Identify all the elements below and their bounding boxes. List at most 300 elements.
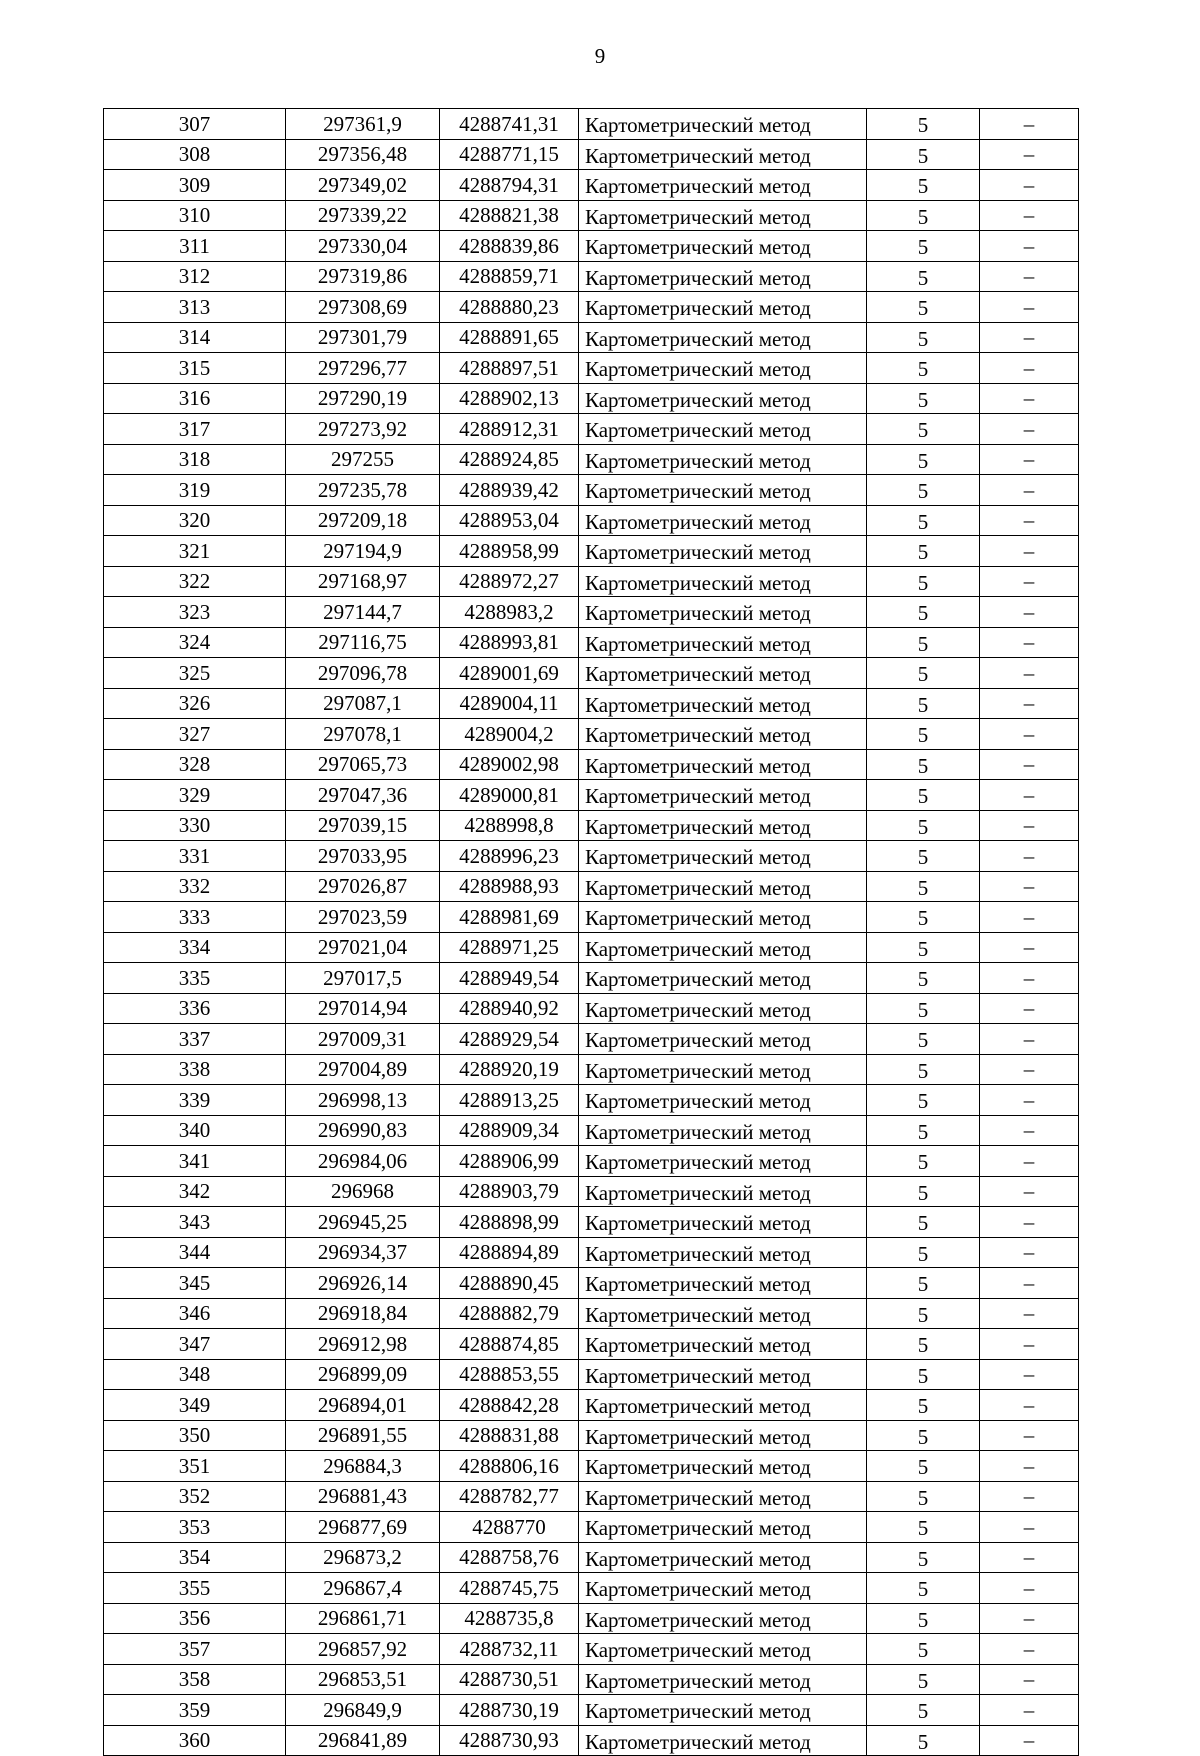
x-coordinate-cell: 297144,7 — [286, 597, 440, 628]
y-coordinate-cell: 4288981,69 — [440, 902, 579, 933]
table-row — [104, 353, 1079, 384]
method-cell: Картометрический метод — [579, 719, 867, 750]
table-row — [104, 1603, 1079, 1634]
method-cell: Картометрический метод — [579, 1420, 867, 1451]
table-row — [104, 1451, 1079, 1482]
y-coordinate-cell: 4288839,86 — [440, 231, 579, 262]
point-number-cell: 308 — [104, 139, 286, 170]
x-coordinate-cell: 296873,2 — [286, 1542, 440, 1573]
point-number-cell: 332 — [104, 871, 286, 902]
table-row — [104, 1298, 1079, 1329]
point-number-cell: 358 — [104, 1664, 286, 1695]
x-coordinate-cell: 296945,25 — [286, 1207, 440, 1238]
accuracy-cell: 5 — [867, 841, 980, 872]
dash-cell: – — [980, 414, 1079, 445]
point-number-cell: 329 — [104, 780, 286, 811]
x-coordinate-cell: 296984,06 — [286, 1146, 440, 1177]
y-coordinate-cell: 4288890,45 — [440, 1268, 579, 1299]
point-number-cell: 325 — [104, 658, 286, 689]
y-coordinate-cell: 4288735,8 — [440, 1603, 579, 1634]
table-row — [104, 414, 1079, 445]
y-coordinate-cell: 4288853,55 — [440, 1359, 579, 1390]
x-coordinate-cell: 296841,89 — [286, 1725, 440, 1756]
table-row — [104, 1237, 1079, 1268]
y-coordinate-cell: 4288898,99 — [440, 1207, 579, 1238]
accuracy-cell: 5 — [867, 566, 980, 597]
dash-cell: – — [980, 658, 1079, 689]
point-number-cell: 354 — [104, 1542, 286, 1573]
accuracy-cell: 5 — [867, 719, 980, 750]
table-row — [104, 139, 1079, 170]
method-cell: Картометрический метод — [579, 475, 867, 506]
dash-cell: – — [980, 1695, 1079, 1726]
accuracy-cell: 5 — [867, 749, 980, 780]
x-coordinate-cell: 297026,87 — [286, 871, 440, 902]
method-cell: Картометрический метод — [579, 841, 867, 872]
dash-cell: – — [980, 1085, 1079, 1116]
accuracy-cell: 5 — [867, 1695, 980, 1726]
dash-cell: – — [980, 627, 1079, 658]
table-row — [104, 1146, 1079, 1177]
dash-cell: – — [980, 261, 1079, 292]
table-row — [104, 200, 1079, 231]
dash-cell: – — [980, 993, 1079, 1024]
y-coordinate-cell: 4288831,88 — [440, 1420, 579, 1451]
dash-cell: – — [980, 1664, 1079, 1695]
y-coordinate-cell: 4288730,51 — [440, 1664, 579, 1695]
table-row — [104, 1115, 1079, 1146]
method-cell: Картометрический метод — [579, 1390, 867, 1421]
point-number-cell: 352 — [104, 1481, 286, 1512]
dash-cell: – — [980, 1207, 1079, 1238]
point-number-cell: 312 — [104, 261, 286, 292]
method-cell: Картометрический метод — [579, 1481, 867, 1512]
y-coordinate-cell: 4288939,42 — [440, 475, 579, 506]
x-coordinate-cell: 296926,14 — [286, 1268, 440, 1299]
y-coordinate-cell: 4289000,81 — [440, 780, 579, 811]
x-coordinate-cell: 297361,9 — [286, 109, 440, 140]
dash-cell: – — [980, 1420, 1079, 1451]
dash-cell: – — [980, 1603, 1079, 1634]
y-coordinate-cell: 4288806,16 — [440, 1451, 579, 1482]
accuracy-cell: 5 — [867, 444, 980, 475]
x-coordinate-cell: 297319,86 — [286, 261, 440, 292]
method-cell: Картометрический метод — [579, 170, 867, 201]
y-coordinate-cell: 4288920,19 — [440, 1054, 579, 1085]
accuracy-cell: 5 — [867, 1024, 980, 1055]
accuracy-cell: 5 — [867, 1359, 980, 1390]
dash-cell: – — [980, 200, 1079, 231]
accuracy-cell: 5 — [867, 1664, 980, 1695]
accuracy-cell: 5 — [867, 139, 980, 170]
point-number-cell: 307 — [104, 109, 286, 140]
method-cell: Картометрический метод — [579, 963, 867, 994]
accuracy-cell: 5 — [867, 658, 980, 689]
dash-cell: – — [980, 1298, 1079, 1329]
point-number-cell: 341 — [104, 1146, 286, 1177]
y-coordinate-cell: 4288894,89 — [440, 1237, 579, 1268]
table-row — [104, 444, 1079, 475]
dash-cell: – — [980, 1451, 1079, 1482]
y-coordinate-cell: 4288929,54 — [440, 1024, 579, 1055]
x-coordinate-cell: 297116,75 — [286, 627, 440, 658]
dash-cell: – — [980, 1634, 1079, 1665]
y-coordinate-cell: 4288912,31 — [440, 414, 579, 445]
method-cell: Картометрический метод — [579, 1237, 867, 1268]
dash-cell: – — [980, 1573, 1079, 1604]
table-row — [104, 627, 1079, 658]
point-number-cell: 357 — [104, 1634, 286, 1665]
method-cell: Картометрический метод — [579, 749, 867, 780]
dash-cell: – — [980, 1512, 1079, 1543]
point-number-cell: 348 — [104, 1359, 286, 1390]
method-cell: Картометрический метод — [579, 871, 867, 902]
dash-cell: – — [980, 475, 1079, 506]
table-row — [104, 383, 1079, 414]
dash-cell: – — [980, 170, 1079, 201]
x-coordinate-cell: 297290,19 — [286, 383, 440, 414]
accuracy-cell: 5 — [867, 231, 980, 262]
point-number-cell: 317 — [104, 414, 286, 445]
table-row — [104, 1207, 1079, 1238]
method-cell: Картометрический метод — [579, 780, 867, 811]
dash-cell: – — [980, 231, 1079, 262]
x-coordinate-cell: 297339,22 — [286, 200, 440, 231]
accuracy-cell: 5 — [867, 1634, 980, 1665]
y-coordinate-cell: 4288782,77 — [440, 1481, 579, 1512]
table-row — [104, 658, 1079, 689]
y-coordinate-cell: 4288902,13 — [440, 383, 579, 414]
accuracy-cell: 5 — [867, 780, 980, 811]
x-coordinate-cell: 296881,43 — [286, 1481, 440, 1512]
y-coordinate-cell: 4288906,99 — [440, 1146, 579, 1177]
x-coordinate-cell: 296891,55 — [286, 1420, 440, 1451]
accuracy-cell: 5 — [867, 1542, 980, 1573]
dash-cell: – — [980, 353, 1079, 384]
y-coordinate-cell: 4288758,76 — [440, 1542, 579, 1573]
dash-cell: – — [980, 719, 1079, 750]
table-row — [104, 1725, 1079, 1756]
dash-cell: – — [980, 109, 1079, 140]
dash-cell: – — [980, 322, 1079, 353]
accuracy-cell: 5 — [867, 932, 980, 963]
y-coordinate-cell: 4288745,75 — [440, 1573, 579, 1604]
x-coordinate-cell: 296990,83 — [286, 1115, 440, 1146]
dash-cell: – — [980, 1024, 1079, 1055]
accuracy-cell: 5 — [867, 322, 980, 353]
x-coordinate-cell: 297096,78 — [286, 658, 440, 689]
method-cell: Картометрический метод — [579, 261, 867, 292]
accuracy-cell: 5 — [867, 1481, 980, 1512]
accuracy-cell: 5 — [867, 1725, 980, 1756]
accuracy-cell: 5 — [867, 871, 980, 902]
method-cell: Картометрический метод — [579, 109, 867, 140]
accuracy-cell: 5 — [867, 597, 980, 628]
point-number-cell: 335 — [104, 963, 286, 994]
x-coordinate-cell: 297039,15 — [286, 810, 440, 841]
point-number-cell: 350 — [104, 1420, 286, 1451]
point-number-cell: 356 — [104, 1603, 286, 1634]
y-coordinate-cell: 4288949,54 — [440, 963, 579, 994]
table-row — [104, 780, 1079, 811]
method-cell: Картометрический метод — [579, 1268, 867, 1299]
method-cell: Картометрический метод — [579, 1298, 867, 1329]
accuracy-cell: 5 — [867, 1451, 980, 1482]
method-cell: Картометрический метод — [579, 1115, 867, 1146]
y-coordinate-cell: 4288958,99 — [440, 536, 579, 567]
point-number-cell: 320 — [104, 505, 286, 536]
y-coordinate-cell: 4288971,25 — [440, 932, 579, 963]
method-cell: Картометрический метод — [579, 688, 867, 719]
y-coordinate-cell: 4288940,92 — [440, 993, 579, 1024]
method-cell: Картометрический метод — [579, 383, 867, 414]
accuracy-cell: 5 — [867, 1512, 980, 1543]
method-cell: Картометрический метод — [579, 1695, 867, 1726]
dash-cell: – — [980, 841, 1079, 872]
dash-cell: – — [980, 383, 1079, 414]
point-number-cell: 328 — [104, 749, 286, 780]
method-cell: Картометрический метод — [579, 1603, 867, 1634]
x-coordinate-cell: 297033,95 — [286, 841, 440, 872]
accuracy-cell: 5 — [867, 627, 980, 658]
method-cell: Картометрический метод — [579, 1054, 867, 1085]
table-row — [104, 1024, 1079, 1055]
y-coordinate-cell: 4288924,85 — [440, 444, 579, 475]
accuracy-cell: 5 — [867, 536, 980, 567]
method-cell: Картометрический метод — [579, 1573, 867, 1604]
dash-cell: – — [980, 749, 1079, 780]
table-row — [104, 871, 1079, 902]
method-cell: Картометрический метод — [579, 200, 867, 231]
method-cell: Картометрический метод — [579, 505, 867, 536]
accuracy-cell: 5 — [867, 505, 980, 536]
method-cell: Картометрический метод — [579, 1542, 867, 1573]
table-row — [104, 109, 1079, 140]
y-coordinate-cell: 4288897,51 — [440, 353, 579, 384]
y-coordinate-cell: 4288842,28 — [440, 1390, 579, 1421]
method-cell: Картометрический метод — [579, 1207, 867, 1238]
x-coordinate-cell: 297009,31 — [286, 1024, 440, 1055]
point-number-cell: 342 — [104, 1176, 286, 1207]
x-coordinate-cell: 296853,51 — [286, 1664, 440, 1695]
accuracy-cell: 5 — [867, 475, 980, 506]
accuracy-cell: 5 — [867, 414, 980, 445]
dash-cell: – — [980, 1329, 1079, 1360]
x-coordinate-cell: 297065,73 — [286, 749, 440, 780]
method-cell: Картометрический метод — [579, 627, 867, 658]
y-coordinate-cell: 4288859,71 — [440, 261, 579, 292]
table-row — [104, 1695, 1079, 1726]
point-number-cell: 326 — [104, 688, 286, 719]
dash-cell: – — [980, 1390, 1079, 1421]
accuracy-cell: 5 — [867, 963, 980, 994]
point-number-cell: 324 — [104, 627, 286, 658]
point-number-cell: 359 — [104, 1695, 286, 1726]
dash-cell: – — [980, 1725, 1079, 1756]
x-coordinate-cell: 297273,92 — [286, 414, 440, 445]
table-row — [104, 1268, 1079, 1299]
y-coordinate-cell: 4288988,93 — [440, 871, 579, 902]
coordinates-table-body — [104, 109, 1079, 1756]
dash-cell: – — [980, 902, 1079, 933]
y-coordinate-cell: 4288882,79 — [440, 1298, 579, 1329]
y-coordinate-cell: 4289004,2 — [440, 719, 579, 750]
table-row — [104, 475, 1079, 506]
table-row — [104, 688, 1079, 719]
table-row — [104, 261, 1079, 292]
accuracy-cell: 5 — [867, 1237, 980, 1268]
point-number-cell: 327 — [104, 719, 286, 750]
x-coordinate-cell: 296894,01 — [286, 1390, 440, 1421]
x-coordinate-cell: 297021,04 — [286, 932, 440, 963]
table-row — [104, 1329, 1079, 1360]
accuracy-cell: 5 — [867, 1603, 980, 1634]
point-number-cell: 360 — [104, 1725, 286, 1756]
table-row — [104, 993, 1079, 1024]
x-coordinate-cell: 296877,69 — [286, 1512, 440, 1543]
y-coordinate-cell: 4288794,31 — [440, 170, 579, 201]
point-number-cell: 355 — [104, 1573, 286, 1604]
method-cell: Картометрический метод — [579, 1146, 867, 1177]
method-cell: Картометрический метод — [579, 444, 867, 475]
dash-cell: – — [980, 1146, 1079, 1177]
point-number-cell: 338 — [104, 1054, 286, 1085]
x-coordinate-cell: 297235,78 — [286, 475, 440, 506]
point-number-cell: 334 — [104, 932, 286, 963]
dash-cell: – — [980, 1359, 1079, 1390]
point-number-cell: 314 — [104, 322, 286, 353]
dash-cell: – — [980, 1481, 1079, 1512]
y-coordinate-cell: 4289004,11 — [440, 688, 579, 719]
x-coordinate-cell: 297168,97 — [286, 566, 440, 597]
dash-cell: – — [980, 505, 1079, 536]
y-coordinate-cell: 4288913,25 — [440, 1085, 579, 1116]
dash-cell: – — [980, 1237, 1079, 1268]
accuracy-cell: 5 — [867, 1176, 980, 1207]
x-coordinate-cell: 297356,48 — [286, 139, 440, 170]
method-cell: Картометрический метод — [579, 1451, 867, 1482]
table-row — [104, 1664, 1079, 1695]
dash-cell: – — [980, 810, 1079, 841]
point-number-cell: 330 — [104, 810, 286, 841]
dash-cell: – — [980, 1115, 1079, 1146]
method-cell: Картометрический метод — [579, 932, 867, 963]
point-number-cell: 310 — [104, 200, 286, 231]
method-cell: Картометрический метод — [579, 902, 867, 933]
dash-cell: – — [980, 963, 1079, 994]
method-cell: Картометрический метод — [579, 231, 867, 262]
table-row — [104, 1481, 1079, 1512]
x-coordinate-cell: 297047,36 — [286, 780, 440, 811]
y-coordinate-cell: 4288732,11 — [440, 1634, 579, 1665]
x-coordinate-cell: 297301,79 — [286, 322, 440, 353]
point-number-cell: 344 — [104, 1237, 286, 1268]
y-coordinate-cell: 4288891,65 — [440, 322, 579, 353]
accuracy-cell: 5 — [867, 1146, 980, 1177]
x-coordinate-cell: 296884,3 — [286, 1451, 440, 1482]
accuracy-cell: 5 — [867, 1420, 980, 1451]
x-coordinate-cell: 297023,59 — [286, 902, 440, 933]
method-cell: Картометрический метод — [579, 353, 867, 384]
method-cell: Картометрический метод — [579, 139, 867, 170]
table-row — [104, 841, 1079, 872]
table-row — [104, 963, 1079, 994]
point-number-cell: 321 — [104, 536, 286, 567]
x-coordinate-cell: 296918,84 — [286, 1298, 440, 1329]
table-row — [104, 1512, 1079, 1543]
table-row — [104, 170, 1079, 201]
y-coordinate-cell: 4288903,79 — [440, 1176, 579, 1207]
dash-cell: – — [980, 292, 1079, 323]
accuracy-cell: 5 — [867, 1207, 980, 1238]
method-cell: Картометрический метод — [579, 658, 867, 689]
y-coordinate-cell: 4288993,81 — [440, 627, 579, 658]
x-coordinate-cell: 297004,89 — [286, 1054, 440, 1085]
y-coordinate-cell: 4288972,27 — [440, 566, 579, 597]
x-coordinate-cell: 296934,37 — [286, 1237, 440, 1268]
table-row — [104, 566, 1079, 597]
point-number-cell: 311 — [104, 231, 286, 262]
accuracy-cell: 5 — [867, 1329, 980, 1360]
point-number-cell: 336 — [104, 993, 286, 1024]
y-coordinate-cell: 4288730,93 — [440, 1725, 579, 1756]
method-cell: Картометрический метод — [579, 292, 867, 323]
accuracy-cell: 5 — [867, 1085, 980, 1116]
method-cell: Картометрический метод — [579, 1634, 867, 1665]
method-cell: Картометрический метод — [579, 1725, 867, 1756]
x-coordinate-cell: 297296,77 — [286, 353, 440, 384]
method-cell: Картометрический метод — [579, 536, 867, 567]
point-number-cell: 349 — [104, 1390, 286, 1421]
accuracy-cell: 5 — [867, 993, 980, 1024]
y-coordinate-cell: 4288741,31 — [440, 109, 579, 140]
table-row — [104, 292, 1079, 323]
table-row — [104, 597, 1079, 628]
point-number-cell: 345 — [104, 1268, 286, 1299]
x-coordinate-cell: 296998,13 — [286, 1085, 440, 1116]
x-coordinate-cell: 297330,04 — [286, 231, 440, 262]
x-coordinate-cell: 297209,18 — [286, 505, 440, 536]
table-row — [104, 1542, 1079, 1573]
dash-cell: – — [980, 932, 1079, 963]
point-number-cell: 315 — [104, 353, 286, 384]
dash-cell: – — [980, 139, 1079, 170]
y-coordinate-cell: 4288880,23 — [440, 292, 579, 323]
accuracy-cell: 5 — [867, 1268, 980, 1299]
dash-cell: – — [980, 566, 1079, 597]
x-coordinate-cell: 297194,9 — [286, 536, 440, 567]
point-number-cell: 339 — [104, 1085, 286, 1116]
point-number-cell: 351 — [104, 1451, 286, 1482]
table-row — [104, 322, 1079, 353]
x-coordinate-cell: 297017,5 — [286, 963, 440, 994]
accuracy-cell: 5 — [867, 261, 980, 292]
table-row — [104, 749, 1079, 780]
y-coordinate-cell: 4288770 — [440, 1512, 579, 1543]
x-coordinate-cell: 296899,09 — [286, 1359, 440, 1390]
accuracy-cell: 5 — [867, 1573, 980, 1604]
method-cell: Картометрический метод — [579, 810, 867, 841]
table-row — [104, 1176, 1079, 1207]
method-cell: Картометрический метод — [579, 1664, 867, 1695]
dash-cell: – — [980, 780, 1079, 811]
table-row — [104, 1054, 1079, 1085]
method-cell: Картометрический метод — [579, 414, 867, 445]
x-coordinate-cell: 297349,02 — [286, 170, 440, 201]
y-coordinate-cell: 4288996,23 — [440, 841, 579, 872]
point-number-cell: 346 — [104, 1298, 286, 1329]
method-cell: Картометрический метод — [579, 322, 867, 353]
